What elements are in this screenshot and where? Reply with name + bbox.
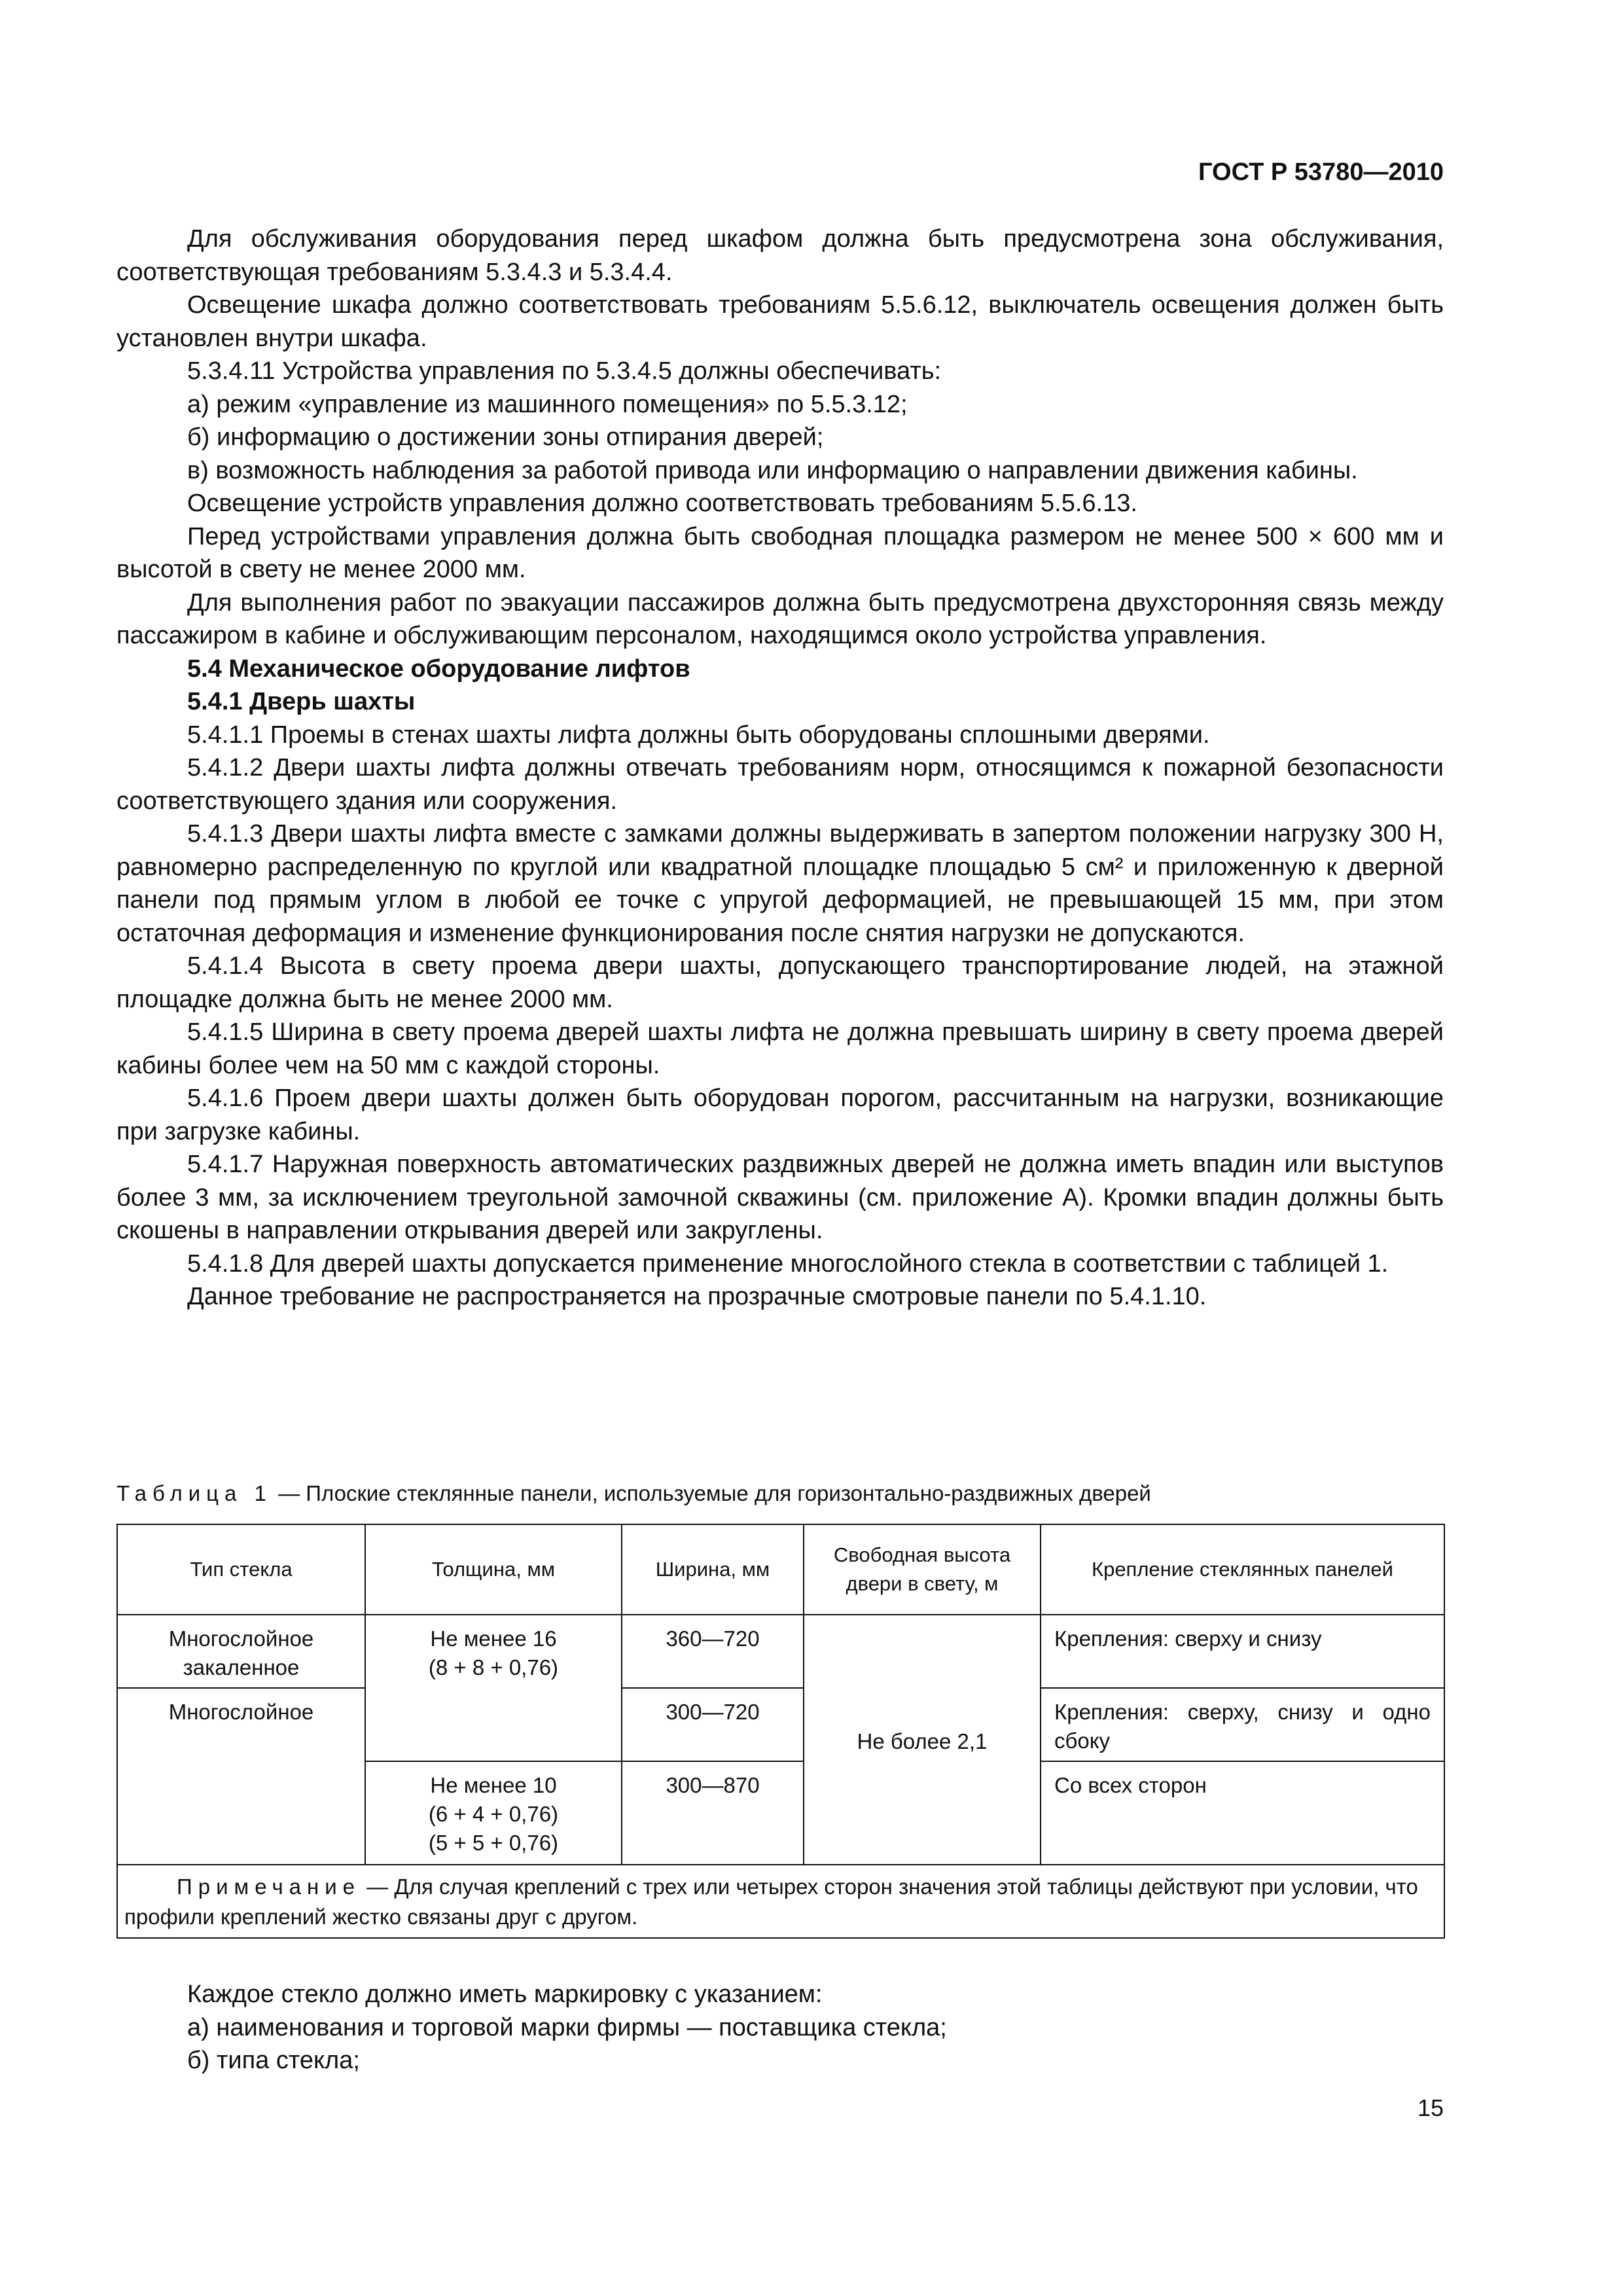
table-header-row	[117, 1524, 1444, 1615]
cell-glass-type: Многослойное закаленное	[117, 1615, 365, 1688]
paragraph: 5.4.1.6 Проем двери шахты должен быть оборудован порогом, рассчитанным на нагрузки, возникающие при загрузке кабины.	[116, 1085, 1444, 1145]
subsection-heading: 5.4.1 Дверь шахты	[187, 688, 416, 715]
after-table-text	[116, 1978, 1444, 2077]
table-row	[117, 1688, 1444, 1761]
cell-width: 360—720	[622, 1615, 804, 1688]
column-header-clear-height: Свободная высота двери в свету, м	[804, 1524, 1041, 1615]
cell-thickness-line: Не менее 16	[430, 1626, 557, 1651]
cell-fixing: Со всех сторон	[1041, 1761, 1444, 1865]
list-item: а) наименования и торговой марки фирмы — поставщика стекла;	[187, 2013, 947, 2041]
table-row	[117, 1615, 1444, 1688]
column-header-width: Ширина, мм	[622, 1524, 804, 1615]
table-note-text: — Для случая креплений с трех или четырех сторон значения этой таблицы действуют при условии, что профили креплений жестко связаны друг с другом.	[124, 1874, 1418, 1929]
cell-glass-type: Многослойное	[117, 1688, 365, 1865]
paragraph: Для выполнения работ по эвакуации пассажиров должна быть предусмотрена двухсторонняя связь между пассажиром в кабине и обслуживающим персоналом, находящимся около устройства управления.	[116, 588, 1444, 649]
paragraph: 5.4.1.2 Двери шахты лифта должны отвечать требованиям норм, относящимся к пожарной безопасности соответствующего здания или сооружения.	[116, 754, 1444, 815]
glass-panels-table	[116, 1524, 1445, 1939]
paragraph: 5.4.1.8 Для дверей шахты допускается применение многослойного стекла в соответствии с таблицей 1.	[187, 1249, 1389, 1278]
cell-thickness	[365, 1761, 622, 1865]
paragraph: 5.4.1.3 Двери шахты лифта вместе с замками должны выдерживать в запертом положении нагрузку 300 Н, равномерно распределенную по круглой или квадратной площадке площадью 5 см² и приложенную к дверной панели под прямым углом в любой ее точке с упругой деформацией, не превышающей 15 мм, при этом остаточная деформация и изменение функционирования после снятия нагрузки не допускаются.	[116, 820, 1444, 947]
table-caption-text: — Плоские стеклянные панели, используемые для горизонтально-раздвижных дверей	[272, 1481, 1151, 1505]
body-text	[116, 223, 1444, 1314]
cell-width: 300—870	[622, 1761, 804, 1865]
paragraph: 5.4.1.1 Проемы в стенах шахты лифта должны быть оборудованы сплошными дверями.	[187, 721, 1210, 749]
column-header-fixing: Крепление стеклянных панелей	[1041, 1524, 1444, 1615]
column-header-glass-type: Тип стекла	[117, 1524, 365, 1615]
paragraph: 5.3.4.11 Устройства управления по 5.3.4.5 должны обеспечивать:	[187, 357, 942, 385]
cell-fixing: Крепления: сверху, снизу и одно сбоку	[1041, 1688, 1444, 1761]
cell-thickness	[365, 1615, 622, 1761]
table-note-label: Примечание	[177, 1874, 361, 1899]
cell-width: 300—720	[622, 1688, 804, 1761]
paragraph: Каждое стекло должно иметь маркировку с указанием:	[187, 1981, 823, 2008]
list-item: а) режим «управление из машинного помещения» по 5.5.3.12;	[187, 390, 908, 418]
paragraph: Освещение шкафа должно соответствовать требованиям 5.5.6.12, выключатель освещения должен быть установлен внутри шкафа.	[116, 291, 1444, 352]
page-number: 15	[1417, 2094, 1444, 2121]
table-note-row	[117, 1865, 1444, 1938]
column-header-thickness: Толщина, мм	[365, 1524, 622, 1615]
cell-fixing: Крепления: сверху и снизу	[1041, 1615, 1444, 1688]
document-standard-header: ГОСТ Р 53780—2010	[1198, 158, 1444, 186]
cell-thickness-line: Не менее 10	[430, 1772, 557, 1797]
paragraph: Данное требование не распространяется на прозрачные смотровые панели по 5.4.1.10.	[187, 1283, 1207, 1310]
paragraph: 5.4.1.7 Наружная поверхность автоматических раздвижных дверей не должна иметь впадин или выступов более 3 мм, за исключением треугольной замочной скважины (см. приложение А). Кромки впадин должны быть скошены в направлении открывания дверей или закруглены.	[116, 1151, 1444, 1244]
table-caption-label: Таблица 1	[116, 1481, 272, 1505]
cell-clear-height: Не более 2,1	[804, 1615, 1041, 1865]
list-item: б) информацию о достижении зоны отпирания дверей;	[187, 423, 824, 451]
paragraph: Освещение устройств управления должно соответствовать требованиям 5.5.6.13.	[187, 490, 1137, 517]
cell-thickness-line: (6 + 4 + 0,76)	[428, 1801, 559, 1826]
cell-thickness-line: (5 + 5 + 0,76)	[428, 1830, 559, 1855]
table-section	[116, 1480, 1444, 1939]
paragraph: Перед устройствами управления должна быть свободная площадка размером не менее 500 × 600 мм и высотой в свету не менее 2000 мм.	[116, 522, 1444, 583]
paragraph: Для обслуживания оборудования перед шкафом должна быть предусмотрена зона обслуживания, соответствующая требованиям 5.3.4.3 и 5.3.4.4.	[116, 225, 1444, 286]
table-caption	[116, 1480, 1444, 1507]
list-item: б) типа стекла;	[187, 2047, 360, 2074]
cell-thickness-line: (8 + 8 + 0,76)	[428, 1655, 559, 1679]
paragraph: 5.4.1.4 Высота в свету проема двери шахты, допускающего транспортирование людей, на этажной площадке должна быть не менее 2000 мм.	[116, 952, 1444, 1013]
list-item: в) возможность наблюдения за работой привода или информацию о направлении движения кабины.	[187, 456, 1358, 484]
paragraph: 5.4.1.5 Ширина в свету проема дверей шахты лифта не должна превышать ширину в свету проема дверей кабины более чем на 50 мм с каждой стороны.	[116, 1018, 1444, 1079]
section-heading: 5.4 Механическое оборудование лифтов	[187, 655, 690, 683]
table-note	[117, 1865, 1444, 1938]
